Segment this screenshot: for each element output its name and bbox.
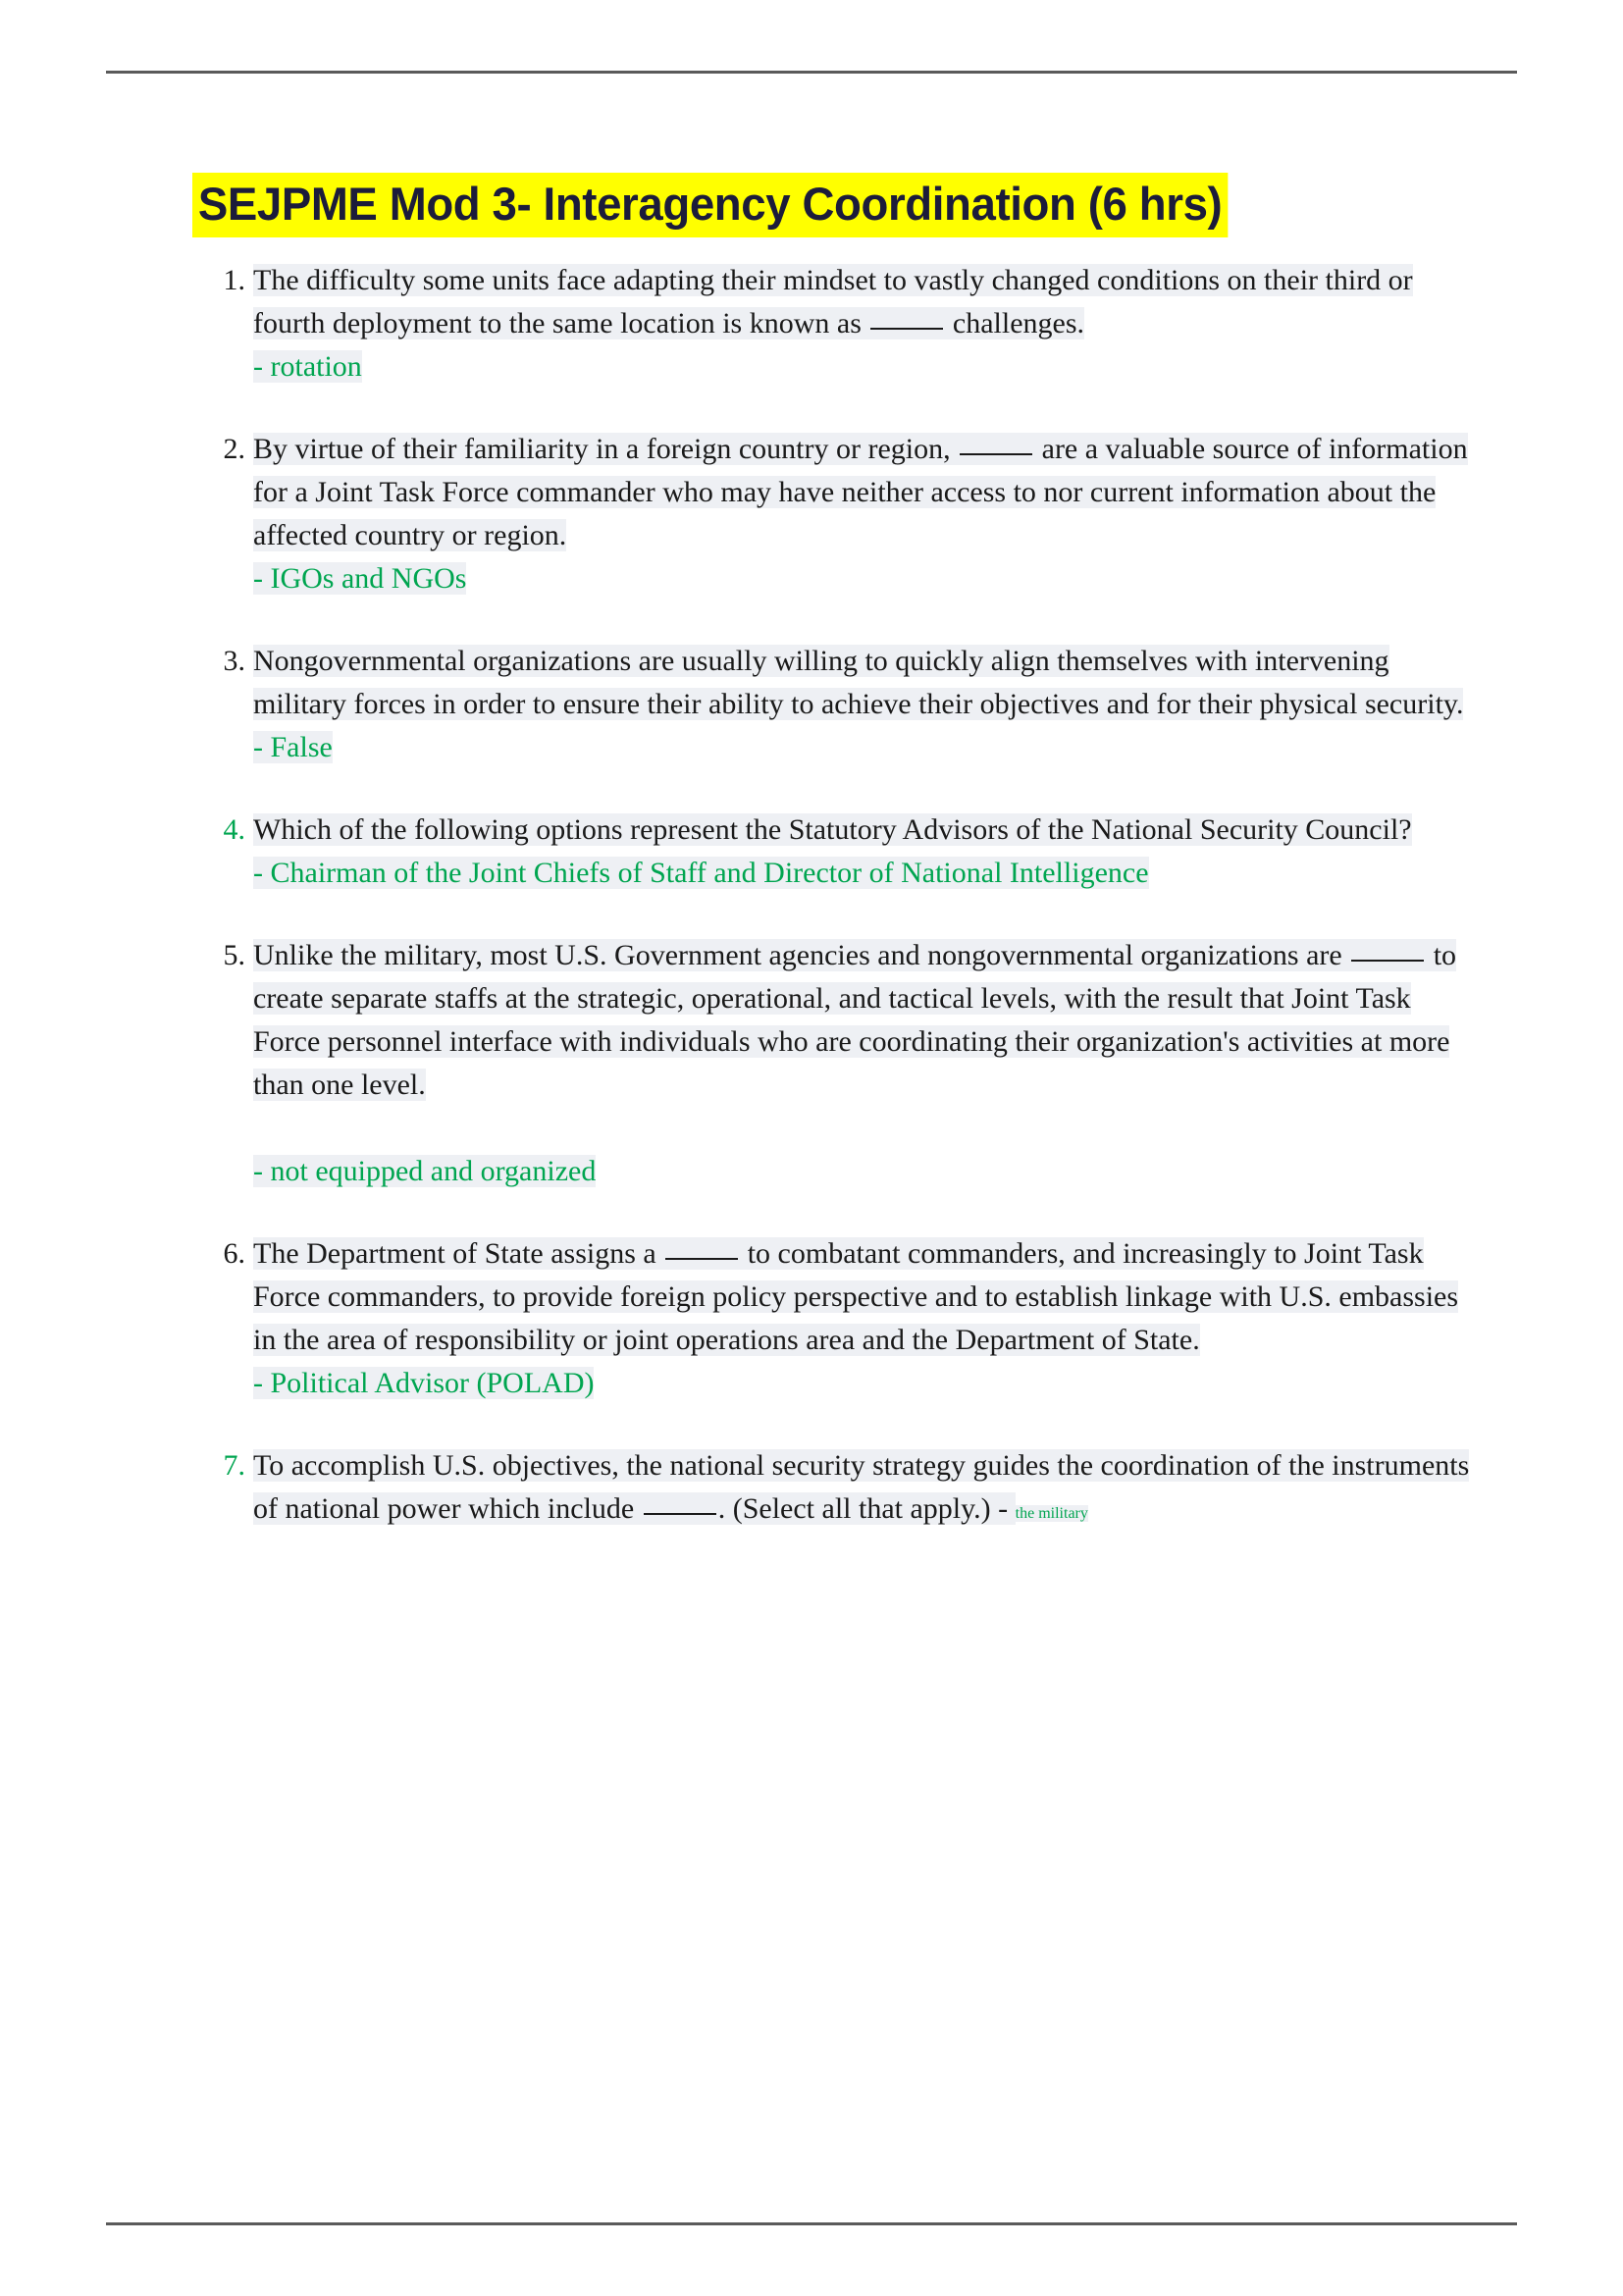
question-number: 5. <box>223 939 245 972</box>
question-text: Nongovernmental organizations are usually willing to quickly align themselves with intervening military forces in order to ensure their ability to achieve their objectives and for their physical security. <box>253 645 1464 721</box>
answer-text: - False <box>253 731 333 764</box>
footer-rule <box>106 2222 1517 2225</box>
question-number: 1. <box>223 264 245 297</box>
question-blank-wrapper <box>868 307 945 339</box>
question-text: The difficulty some units face adapting their mindset to vastly changed conditions on their third or fourth deployment to the same location is known as <box>253 264 1413 340</box>
question-body <box>253 259 1478 345</box>
question-blank-wrapper <box>1349 939 1426 971</box>
answer-text: - IGOs and NGOs <box>253 562 467 596</box>
answer-line <box>253 345 1478 389</box>
answer-text: - Chairman of the Joint Chiefs of Staff and Director of National Intelligence <box>253 857 1149 890</box>
question-text-continued: . (Select all that apply.) - <box>717 1492 1016 1526</box>
answer-line <box>253 1362 1478 1405</box>
fill-in-blank <box>1351 960 1424 962</box>
question-body <box>253 428 1478 557</box>
question-list <box>192 259 1478 1531</box>
document-content <box>192 173 1478 1570</box>
question-text-continued: are a valuable source of information for a Joint Task Force commander who may have neither access to nor current information about the affected country or region. <box>253 433 1468 552</box>
answer-line <box>253 1150 1478 1193</box>
question-text: Unlike the military, most U.S. Government agencies and nongovernmental organizations are <box>253 939 1350 972</box>
question-body <box>253 809 1478 852</box>
question-item <box>192 1232 1478 1405</box>
header-rule <box>106 71 1517 74</box>
answer-line <box>253 557 1478 600</box>
question-blank-wrapper <box>958 433 1034 465</box>
question-text: Which of the following options represent the Statutory Advisors of the National Security Council? <box>253 813 1412 847</box>
fill-in-blank <box>870 328 943 330</box>
question-number: 2. <box>223 433 245 466</box>
question-item <box>192 1444 1478 1531</box>
question-item <box>192 640 1478 769</box>
question-number: 6. <box>223 1237 245 1271</box>
question-text-continued: to combatant commanders, and increasingly to Joint Task Force commanders, to provide foreign policy perspective and to establish linkage with U.S. embassies in the area of responsibility or joint operations area and the Department of State. <box>253 1237 1459 1357</box>
fill-in-blank <box>665 1258 738 1260</box>
question-item <box>192 259 1478 389</box>
question-number: 3. <box>223 645 245 678</box>
question-number: 4. <box>223 813 245 847</box>
question-body <box>253 1444 1478 1531</box>
question-text: By virtue of their familiarity in a foreign country or region, <box>253 433 959 466</box>
question-item <box>192 428 1478 600</box>
question-number: 7. <box>223 1449 245 1483</box>
page-title: SEJPME Mod 3- Interagency Coordination (6 hrs) <box>192 173 1228 237</box>
answer-text: - not equipped and organized <box>253 1155 597 1188</box>
question-body <box>253 934 1478 1107</box>
question-text: To accomplish U.S. objectives, the national security strategy guides the coordination of the instruments of national power which include <box>253 1449 1470 1526</box>
question-blank-wrapper <box>663 1237 740 1270</box>
answer-line <box>253 726 1478 769</box>
question-text-continued: challenges. <box>945 307 1084 340</box>
question-item <box>192 934 1478 1193</box>
answer-text: - rotation <box>253 350 362 384</box>
answer-text: the military <box>1015 1505 1088 1523</box>
question-body <box>253 1232 1478 1362</box>
question-blank-wrapper <box>642 1492 718 1525</box>
answer-text: - Political Advisor (POLAD) <box>253 1367 595 1400</box>
answer-line <box>253 852 1478 895</box>
question-text: The Department of State assigns a <box>253 1237 664 1271</box>
question-body <box>253 640 1478 726</box>
question-text-continued: to create separate staffs at the strategic, operational, and tactical levels, with the result that Joint Task Force personnel interface with individuals who are coordinating their organization's activities at more than one level. <box>253 939 1457 1102</box>
fill-in-blank <box>960 453 1032 455</box>
question-item <box>192 809 1478 895</box>
fill-in-blank <box>644 1513 716 1515</box>
